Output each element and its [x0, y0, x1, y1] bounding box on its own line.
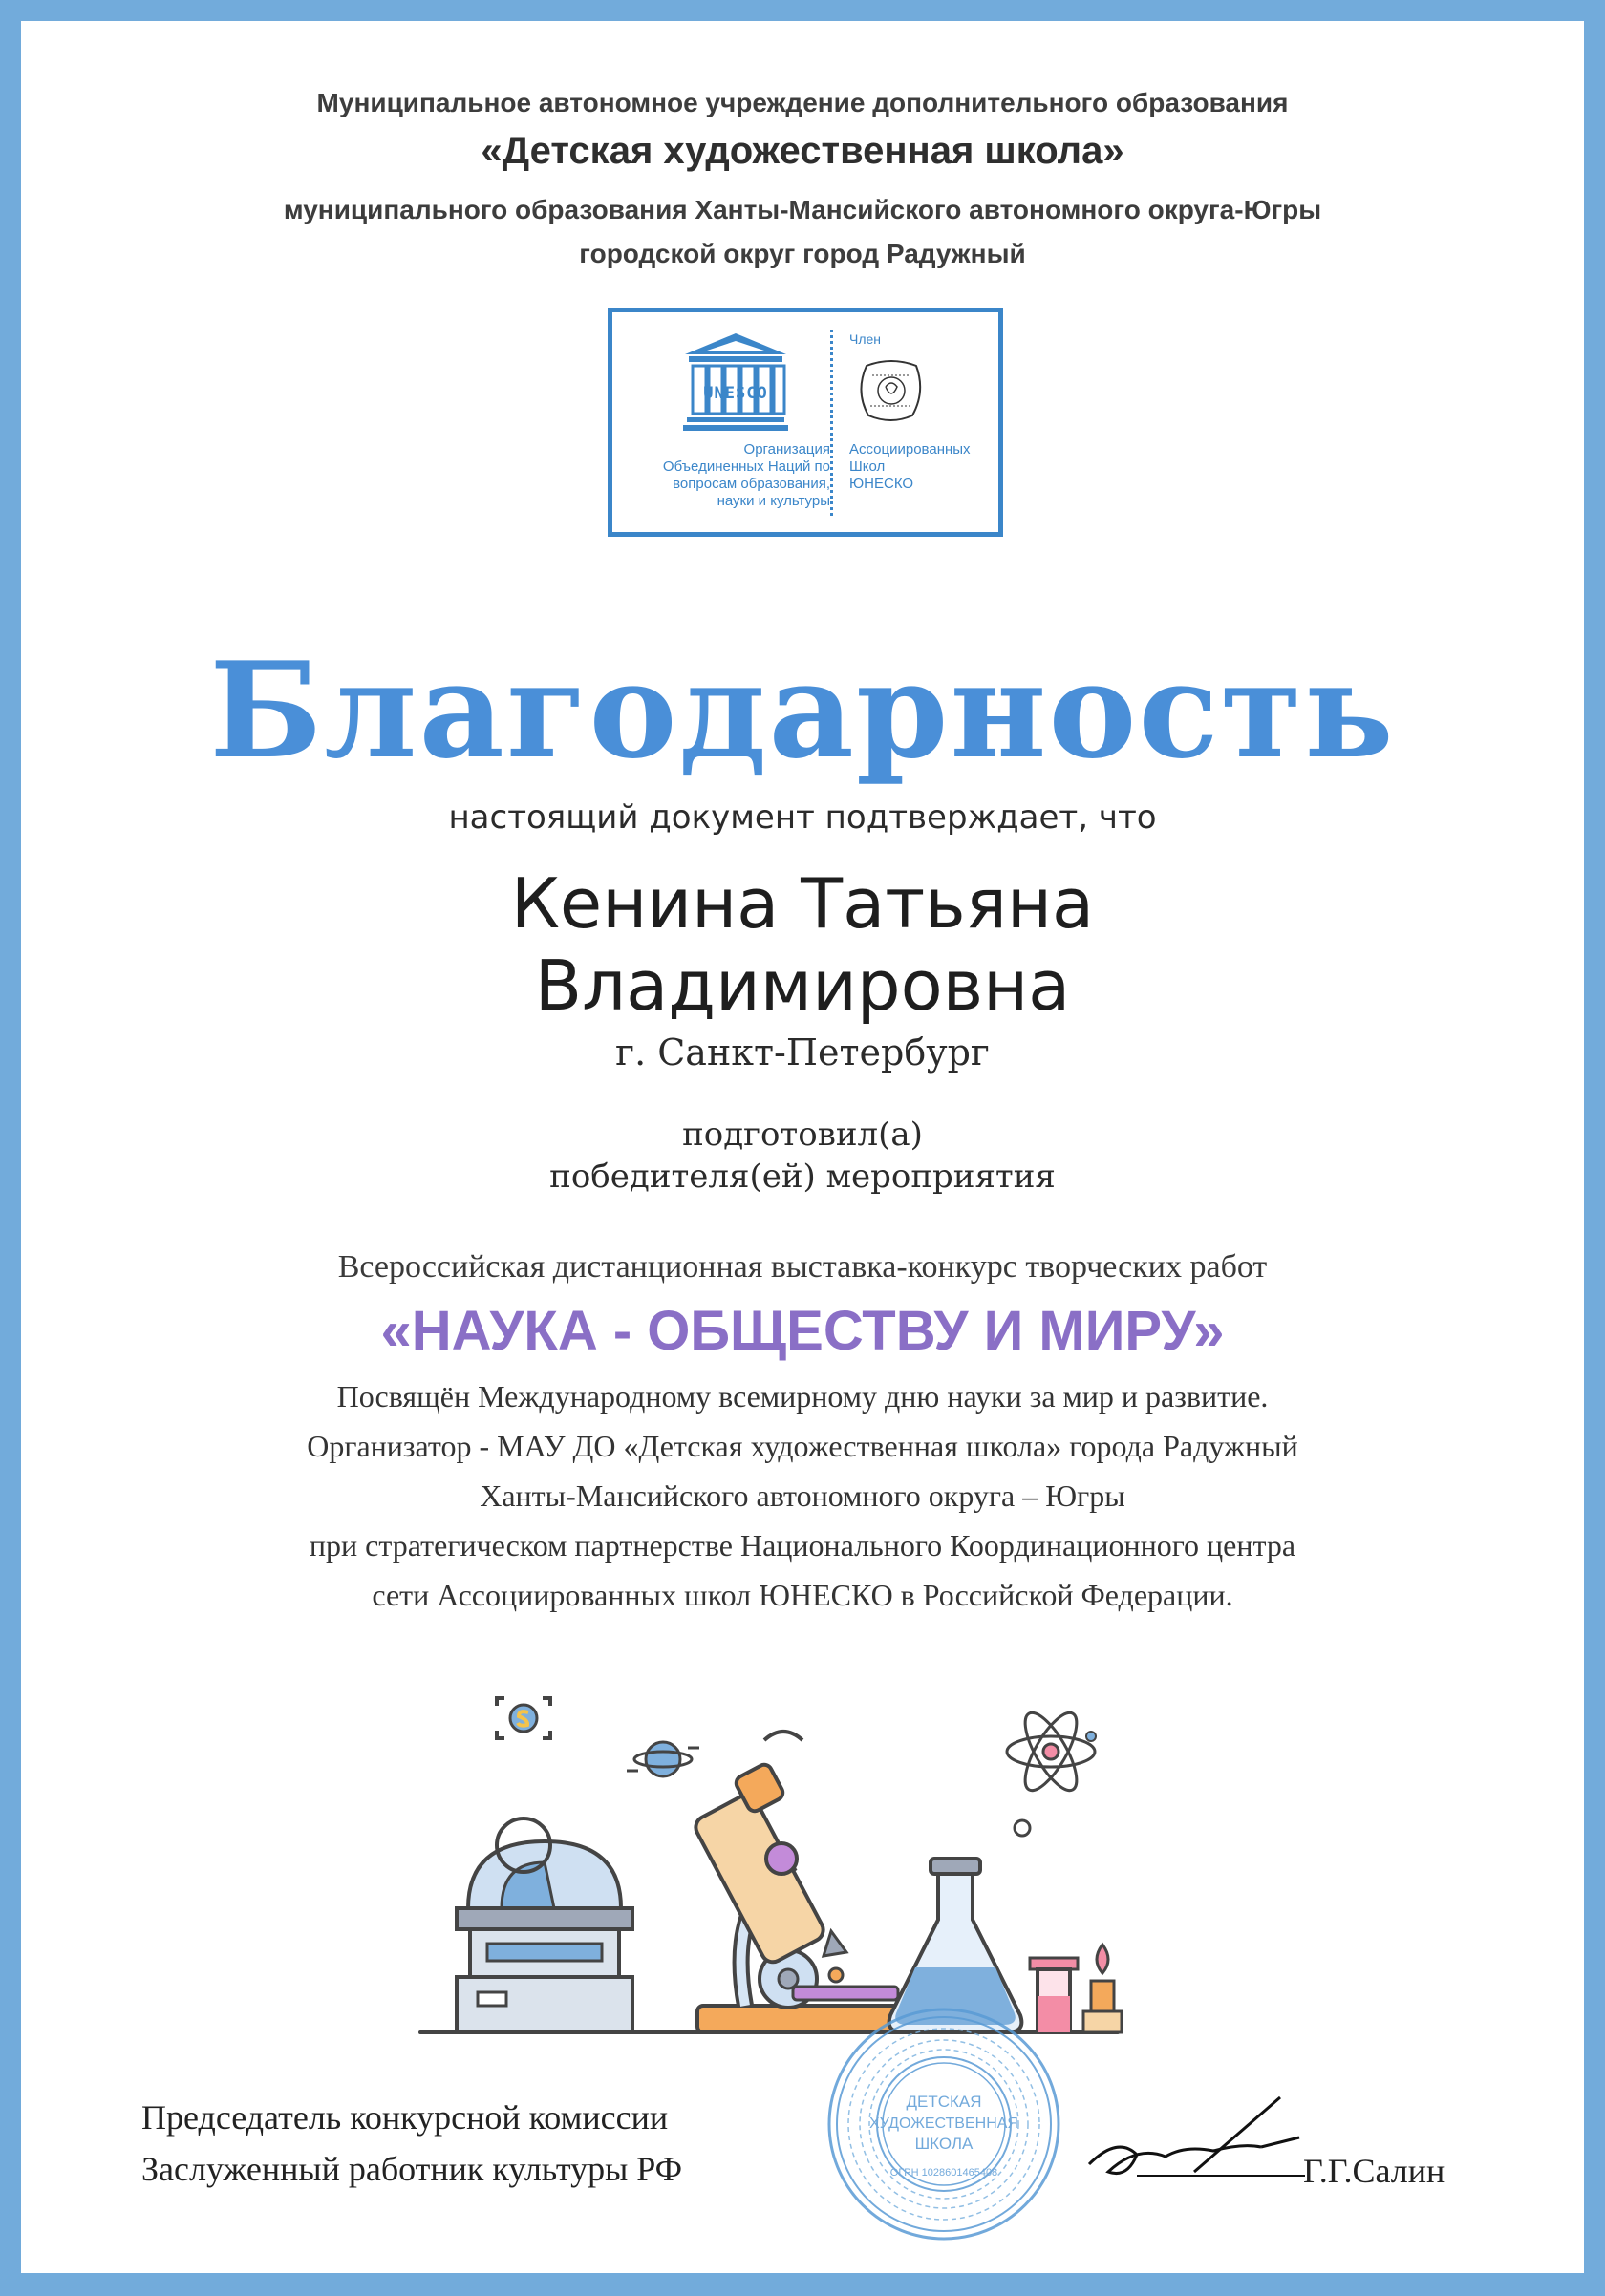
header-municipality: муниципального образования Ханты-Мансийского автономного округа-Югры — [283, 195, 1322, 224]
signer-position-2: Заслуженный работник культуры РФ — [141, 2150, 683, 2188]
recipient-name-patronymic: Владимировна — [534, 946, 1071, 1026]
planet-icon — [627, 1742, 699, 1776]
microscope-icon — [692, 1732, 917, 2032]
unesco-divider — [830, 330, 833, 516]
contest-desc-2: Организатор - МАУ ДО «Детская художественная школа» города Радужный — [307, 1429, 1298, 1463]
header-city: городской округ город Радужный — [579, 239, 1026, 268]
signer-name: Г.Г.Салин — [1303, 2152, 1445, 2190]
coin-icon — [497, 1698, 550, 1738]
recipient-city: г. Санкт-Петербург — [615, 1031, 990, 1074]
recipient-name-first: Кенина Татьяна — [510, 863, 1095, 944]
unesco-acronym: UNESCO — [703, 384, 768, 403]
unesco-assoc-text: Ассоциированных Школ ЮНЕСКО — [849, 441, 971, 492]
signer-position-1: Председатель конкурсной комиссии — [141, 2098, 669, 2137]
role-line-2: победителя(ей) мероприятия — [549, 1158, 1056, 1196]
contest-desc-5: сети Ассоциированных школ ЮНЕСКО в Российской Федерации. — [372, 1578, 1233, 1612]
role-line-1: подготовил(а) — [682, 1116, 923, 1154]
school-seal-icon — [853, 358, 928, 425]
handwritten-signature — [1080, 2088, 1309, 2193]
stamp-ogrn: ОГРН 1028601465408 — [889, 2167, 998, 2179]
contest-desc-3: Ханты-Мансийского автономного округа – Югры — [480, 1478, 1125, 1513]
contest-type: Всероссийская дистанционная выставка-конкурс творческих работ — [337, 1249, 1268, 1285]
stamp-text-3: ШКОЛА — [914, 2135, 974, 2153]
header-school-name: «Детская художественная школа» — [481, 130, 1124, 172]
contest-desc-1: Посвящён Международному всемирному дню науки за мир и развитие. — [336, 1379, 1269, 1414]
science-illustration — [411, 1681, 1137, 2044]
confirmation-text: настоящий документ подтверждает, что — [448, 798, 1157, 837]
contest-name: «НАУКА - ОБЩЕСТВУ И МИРУ» — [380, 1300, 1225, 1362]
stamp-text-2: ХУДОЖЕСТВЕННАЯ — [869, 2115, 1018, 2132]
unesco-logo — [608, 308, 1003, 537]
burner-icon — [1083, 1945, 1122, 2032]
observatory-icon — [457, 1818, 632, 2032]
unesco-member-label: Член — [849, 331, 882, 347]
unesco-temple-icon — [683, 331, 788, 435]
header-institution: Муниципальное автономное учреждение дополнительного образования — [316, 88, 1289, 117]
contest-desc-4: при стратегическом партнерстве Национального Координационного центра — [309, 1528, 1296, 1563]
certificate-title: Благодарность — [209, 632, 1396, 788]
atom-icon — [1007, 1706, 1096, 1797]
school-stamp — [824, 2004, 1064, 2244]
unesco-org-name: Организация Объединенных Наций по вопросам образования, науки и культуры — [662, 441, 830, 509]
stamp-text-1: ДЕТСКАЯ — [906, 2093, 982, 2111]
flask-icon — [889, 1820, 1030, 2032]
